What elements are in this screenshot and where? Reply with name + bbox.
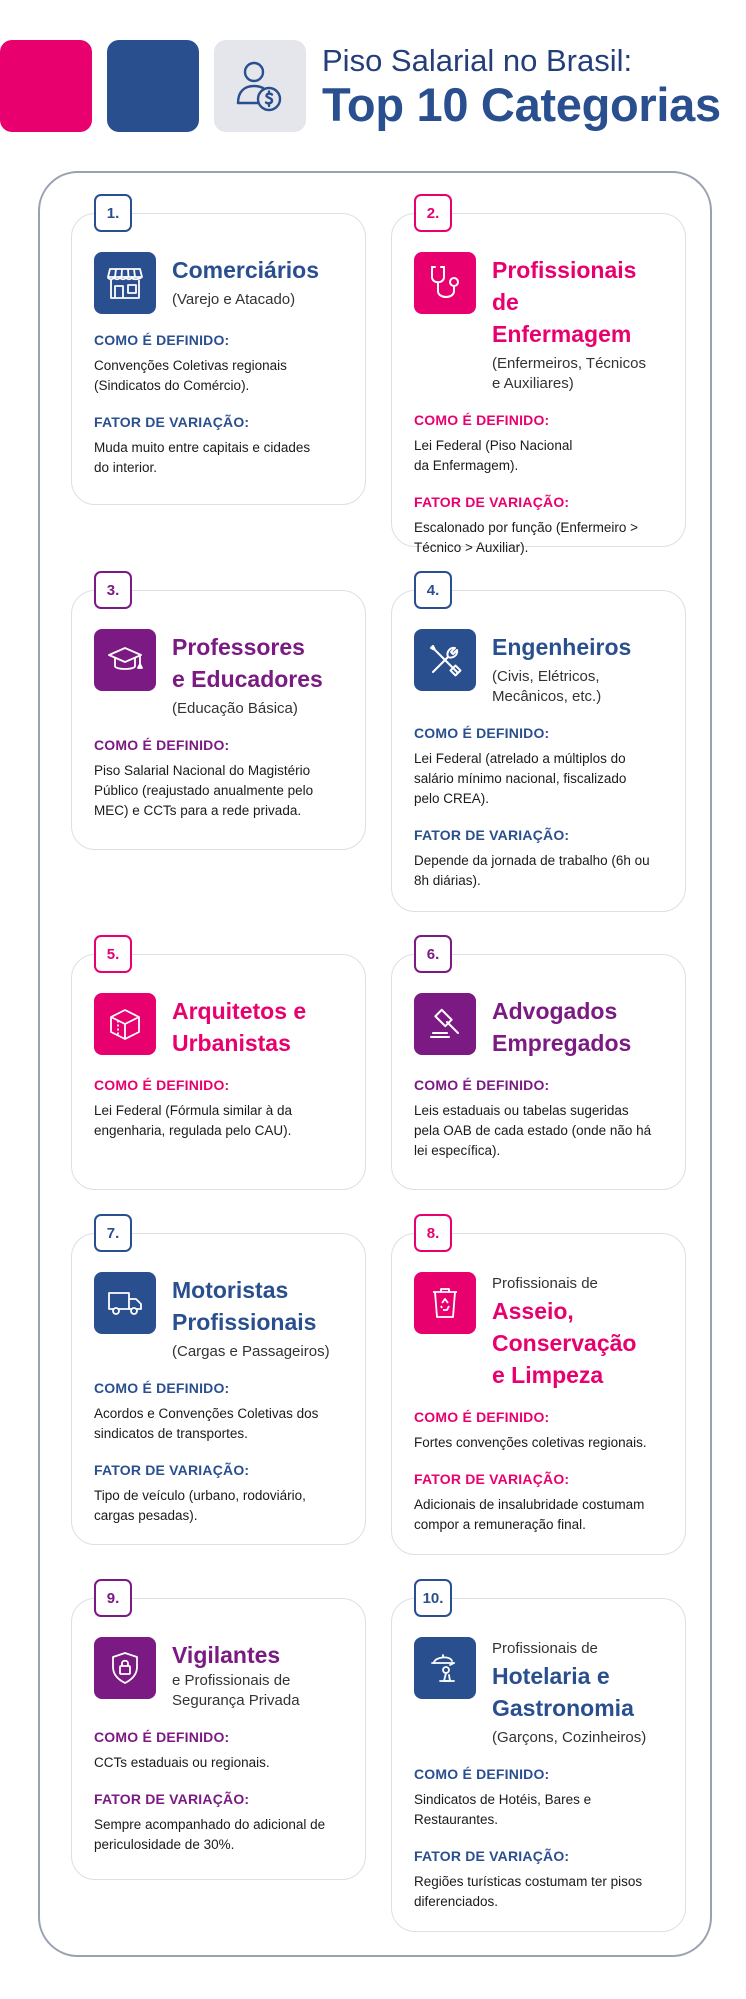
fator-text: Muda muito entre capitais e cidades do interior. bbox=[94, 440, 311, 475]
como-label: COMO É DEFINIDO: bbox=[414, 1409, 550, 1425]
como-text: Lei Federal (atrelado a múltiplos do salário mínimo nacional, fiscalizado pelo CREA). bbox=[414, 751, 627, 806]
title-line-1: Piso Salarial no Brasil: bbox=[322, 43, 633, 78]
card-title: Hotelaria e Gastronomia bbox=[492, 1663, 634, 1721]
fator-label: FATOR DE VARIAÇÃO: bbox=[414, 494, 570, 510]
como-text: Sindicatos de Hotéis, Bares e Restaurantes. bbox=[414, 1792, 592, 1827]
card-subtitle: (Garçons, Cozinheiros) bbox=[492, 1729, 647, 1746]
card-subtitle: e Profissionais de Segurança Privada bbox=[172, 1672, 300, 1709]
fator-label: FATOR DE VARIAÇÃO: bbox=[94, 1462, 250, 1478]
card-icon-box bbox=[414, 993, 476, 1055]
fator-label: FATOR DE VARIAÇÃO: bbox=[414, 1471, 570, 1487]
graduation-cap-icon bbox=[107, 645, 143, 675]
como-label: COMO É DEFINIDO: bbox=[94, 737, 230, 753]
category-card-2 bbox=[391, 204, 686, 555]
como-label: COMO É DEFINIDO: bbox=[414, 412, 550, 428]
category-card-3 bbox=[71, 581, 366, 850]
como-text: Lei Federal (Piso Nacional da Enfermagem). bbox=[414, 438, 573, 473]
category-card-4 bbox=[391, 581, 686, 912]
storefront-icon bbox=[107, 266, 143, 300]
card-number: 6. bbox=[414, 935, 452, 973]
card-title: Motoristas Profissionais bbox=[172, 1277, 317, 1335]
category-card-9 bbox=[71, 1589, 366, 1880]
como-text: Leis estaduais ou tabelas sugeridas pela OAB de cada estado (onde não há lei específica). bbox=[414, 1103, 652, 1158]
card-subtitle: (Civis, Elétricos, Mecânicos, etc.) bbox=[492, 668, 602, 705]
como-label: COMO É DEFINIDO: bbox=[414, 1766, 550, 1782]
decor-square-blue bbox=[107, 40, 199, 132]
category-card-6 bbox=[391, 945, 686, 1190]
card-subtitle: (Cargas e Passageiros) bbox=[172, 1343, 330, 1360]
shield-lock-icon bbox=[110, 1651, 140, 1685]
category-card-10 bbox=[391, 1589, 686, 1932]
card-prefix: Profissionais de bbox=[492, 1275, 598, 1292]
title-line-2: Top 10 Categorias bbox=[322, 78, 721, 131]
user-money-icon bbox=[236, 59, 284, 113]
card-prefix: Profissionais de bbox=[492, 1640, 598, 1657]
category-card-1 bbox=[71, 204, 366, 505]
fator-text: Regiões turísticas costumam ter pisos diferenciados. bbox=[414, 1874, 643, 1909]
page-title bbox=[322, 42, 721, 130]
card-icon-box bbox=[94, 993, 156, 1055]
card-icon-box bbox=[94, 1637, 156, 1699]
fator-label: FATOR DE VARIAÇÃO: bbox=[414, 1848, 570, 1864]
cube-blueprint-icon bbox=[108, 1007, 142, 1041]
como-text: Convenções Coletivas regionais (Sindicatos do Comércio). bbox=[94, 358, 287, 393]
card-icon-box bbox=[94, 1272, 156, 1334]
category-card-7 bbox=[71, 1224, 366, 1545]
fator-label: FATOR DE VARIAÇÃO: bbox=[414, 827, 570, 843]
como-label: COMO É DEFINIDO: bbox=[414, 725, 550, 741]
como-text: Acordos e Convenções Coletivas dos sindicatos de transportes. bbox=[94, 1406, 319, 1441]
como-text: CCTs estaduais ou regionais. bbox=[94, 1755, 270, 1770]
card-number: 7. bbox=[94, 1214, 132, 1252]
como-label: COMO É DEFINIDO: bbox=[94, 1077, 230, 1093]
card-title: Profissionais de Enfermagem bbox=[492, 257, 637, 347]
fator-label: FATOR DE VARIAÇÃO: bbox=[94, 1791, 250, 1807]
fator-label: FATOR DE VARIAÇÃO: bbox=[94, 414, 250, 430]
fator-text: Depende da jornada de trabalho (6h ou 8h diárias). bbox=[414, 853, 650, 888]
card-number: 9. bbox=[94, 1579, 132, 1617]
card-number: 5. bbox=[94, 935, 132, 973]
card-number: 3. bbox=[94, 571, 132, 609]
card-icon-box bbox=[414, 629, 476, 691]
card-title: Comerciários bbox=[172, 257, 320, 283]
decor-square-pink bbox=[0, 40, 92, 132]
card-subtitle: (Educação Básica) bbox=[172, 700, 298, 717]
truck-icon bbox=[107, 1290, 143, 1316]
gavel-icon bbox=[428, 1008, 462, 1040]
card-subtitle: (Enfermeiros, Técnicos e Auxiliares) bbox=[492, 355, 646, 392]
card-number: 8. bbox=[414, 1214, 452, 1252]
fator-text: Escalonado por função (Enfermeiro > Técnico > Auxiliar). bbox=[414, 520, 639, 555]
fator-text: Tipo de veículo (urbano, rodoviário, cargas pesadas). bbox=[94, 1488, 306, 1523]
como-text: Piso Salarial Nacional do Magistério Público (reajustado anualmente pelo MEC) e CCTs para a rede privada. bbox=[94, 763, 314, 818]
como-label: COMO É DEFINIDO: bbox=[94, 332, 230, 348]
tools-icon bbox=[428, 643, 462, 677]
stethoscope-icon bbox=[428, 264, 462, 302]
card-title: Asseio, Conservação e Limpeza bbox=[492, 1298, 637, 1388]
card-icon-box bbox=[94, 252, 156, 314]
card-subtitle: (Varejo e Atacado) bbox=[172, 291, 296, 308]
card-number: 1. bbox=[94, 194, 132, 232]
category-card-8 bbox=[391, 1224, 686, 1555]
card-icon-box bbox=[414, 1637, 476, 1699]
card-title: Vigilantes bbox=[172, 1642, 281, 1668]
header-icon-box bbox=[214, 40, 306, 132]
card-title: Engenheiros bbox=[492, 634, 632, 660]
como-label: COMO É DEFINIDO: bbox=[94, 1380, 230, 1396]
como-text: Fortes convenções coletivas regionais. bbox=[414, 1435, 647, 1450]
card-number: 10. bbox=[414, 1579, 452, 1617]
card-title: Advogados Empregados bbox=[492, 998, 632, 1056]
card-number: 2. bbox=[414, 194, 452, 232]
como-label: COMO É DEFINIDO: bbox=[414, 1077, 550, 1093]
fator-text: Adicionais de insalubridade costumam compor a remuneração final. bbox=[414, 1497, 645, 1532]
card-icon-box bbox=[414, 252, 476, 314]
como-label: COMO É DEFINIDO: bbox=[94, 1729, 230, 1745]
card-icon-box bbox=[414, 1272, 476, 1334]
card-title: Professores e Educadores bbox=[172, 634, 323, 692]
recycle-bin-icon bbox=[430, 1286, 460, 1320]
card-icon-box bbox=[94, 629, 156, 691]
card-number: 4. bbox=[414, 571, 452, 609]
card-title: Arquitetos e Urbanistas bbox=[172, 998, 307, 1056]
como-text: Lei Federal (Fórmula similar à da engenharia, regulada pelo CAU). bbox=[94, 1103, 293, 1138]
waiter-cloche-icon bbox=[428, 1651, 462, 1685]
fator-text: Sempre acompanhado do adicional de periculosidade de 30%. bbox=[94, 1817, 326, 1852]
category-card-5 bbox=[71, 945, 366, 1190]
